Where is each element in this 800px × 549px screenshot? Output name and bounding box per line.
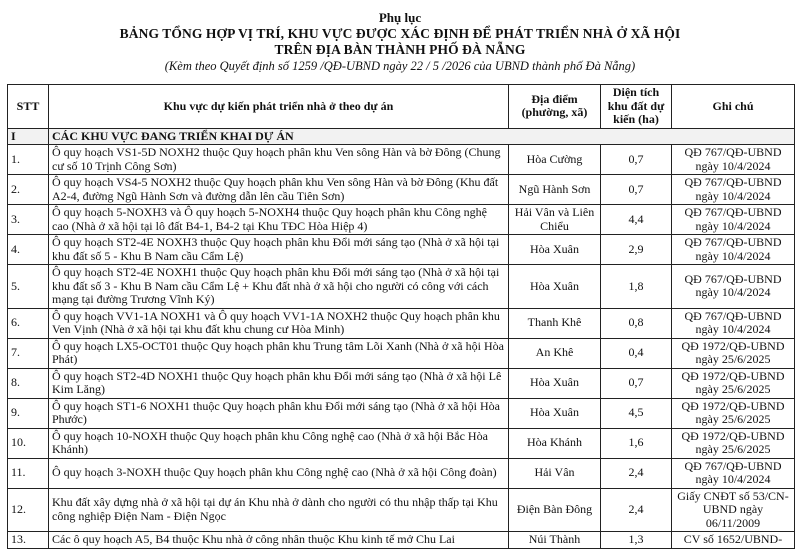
row-area: Ô quy hoạch LX5-OCT01 thuộc Quy hoạch phân khu Trung tâm Lõi Xanh (Nhà ở xã hội Hòa Phát)	[49, 338, 509, 368]
table-row	[8, 488, 795, 532]
row-location: An Khê	[509, 338, 601, 368]
row-stt: 9.	[8, 398, 49, 428]
table-row	[8, 205, 795, 235]
row-size: 1,8	[601, 265, 672, 309]
table-row	[8, 265, 795, 309]
table-row	[8, 235, 795, 265]
row-note: QĐ 1972/QĐ-UBND ngày 25/6/2025	[672, 428, 795, 458]
row-note: QĐ 767/QĐ-UBND ngày 10/4/2024	[672, 265, 795, 309]
row-area: Ô quy hoạch VS4-5 NOXH2 thuộc Quy hoạch phân khu Ven sông Hàn và bờ Đông (Khu đất A2-4, đường Ngũ Hành Sơn và đường dẫn lên cầu Tiên Sơn)	[49, 175, 509, 205]
row-note: QĐ 1972/QĐ-UBND ngày 25/6/2025	[672, 338, 795, 368]
row-area: Ô quy hoạch 10-NOXH thuộc Quy hoạch phân khu Công nghệ cao (Nhà ở xã hội Bắc Hòa Khánh)	[49, 428, 509, 458]
row-stt: 6.	[8, 308, 49, 338]
row-size: 4,5	[601, 398, 672, 428]
header-size: Diện tích khu đất dự kiến (ha)	[601, 85, 672, 129]
row-note: QĐ 767/QĐ-UBND ngày 10/4/2024	[672, 308, 795, 338]
document-title-line2: TRÊN ĐỊA BÀN THÀNH PHỐ ĐÀ NẴNG	[274, 42, 526, 57]
table-row	[8, 428, 795, 458]
row-size: 0,7	[601, 175, 672, 205]
table-body	[8, 128, 795, 548]
row-stt: 8.	[8, 368, 49, 398]
row-note: CV số 1652/UBND-	[672, 532, 795, 549]
row-location: Hòa Khánh	[509, 428, 601, 458]
row-size: 1,6	[601, 428, 672, 458]
header-stt: STT	[8, 85, 49, 129]
row-size: 0,4	[601, 338, 672, 368]
header-area: Khu vực dự kiến phát triển nhà ở theo dự án	[49, 85, 509, 129]
row-location: Điện Bàn Đông	[509, 488, 601, 532]
table-row	[8, 338, 795, 368]
row-stt: 3.	[8, 205, 49, 235]
table-row	[8, 145, 795, 175]
row-stt: 10.	[8, 428, 49, 458]
section-number: I	[8, 128, 49, 145]
table-row	[8, 368, 795, 398]
row-area: Ô quy hoạch ST1-6 NOXH1 thuộc Quy hoạch phân khu Đổi mới sáng tạo (Nhà ở xã hội Hòa Phước)	[49, 398, 509, 428]
row-area: Ô quy hoạch ST2-4D NOXH1 thuộc Quy hoạch phân khu Đổi mới sáng tạo (Nhà ở xã hội Lê Kim Lăng)	[49, 368, 509, 398]
table-header-row	[8, 85, 795, 129]
row-stt: 4.	[8, 235, 49, 265]
table-row	[8, 532, 795, 549]
table-row	[8, 308, 795, 338]
row-location: Hải Vân	[509, 458, 601, 488]
row-location: Hải Vân và Liên Chiểu	[509, 205, 601, 235]
row-note: QĐ 767/QĐ-UBND ngày 10/4/2024	[672, 458, 795, 488]
row-stt: 5.	[8, 265, 49, 309]
document-title-line1: BẢNG TỔNG HỢP VỊ TRÍ, KHU VỰC ĐƯỢC XÁC ĐỊNH ĐỂ PHÁT TRIỂN NHÀ Ở XÃ HỘI	[119, 26, 681, 41]
table-row	[8, 458, 795, 488]
row-location: Thanh Khê	[509, 308, 601, 338]
row-area: Ô quy hoạch ST2-4E NOXH3 thuộc Quy hoạch phân khu Đổi mới sáng tạo (Nhà ở xã hội tại khu đất số 5 - Khu B Nam cầu Cẩm Lệ)	[49, 235, 509, 265]
header-note: Ghi chú	[672, 85, 795, 129]
row-note: QĐ 767/QĐ-UBND ngày 10/4/2024	[672, 175, 795, 205]
section-row	[8, 128, 795, 145]
row-size: 2,9	[601, 235, 672, 265]
row-stt: 2.	[8, 175, 49, 205]
row-area: Ô quy hoạch 5-NOXH3 và Ô quy hoạch 5-NOXH4 thuộc Quy hoạch phân khu Công nghệ cao (Nhà ở xã hội tại lô đất B4-1, B4-2 tại Khu TĐC Hòa Hiệp 4)	[49, 205, 509, 235]
row-location: Núi Thành	[509, 532, 601, 549]
row-size: 4,4	[601, 205, 672, 235]
row-area: Ô quy hoạch ST2-4E NOXH1 thuộc Quy hoạch phân khu Đổi mới sáng tạo (Nhà ở xã hội tại khu đất số 3 - Khu B Nam cầu Cẩm Lệ + Khu đất nhà ở xã hội cho người có công với cách mạng tại đường Trương Vĩnh Ký)	[49, 265, 509, 309]
row-note: QĐ 1972/QĐ-UBND ngày 25/6/2025	[672, 368, 795, 398]
row-area: Khu đất xây dựng nhà ở xã hội tại dự án Khu nhà ở dành cho người có thu nhập thấp tại Khu công nghiệp Điện Nam - Điện Ngọc	[49, 488, 509, 532]
decision-reference-note: (Kèm theo Quyết định số 1259 /QĐ-UBND ngày 22 / 5 /2026 của UBND thành phố Đà Nẵng)	[164, 59, 636, 73]
row-note: Giấy CNĐT số 53/CN-UBND ngày 06/11/2009	[672, 488, 795, 532]
row-size: 2,4	[601, 488, 672, 532]
row-area: Ô quy hoạch 3-NOXH thuộc Quy hoạch phân khu Công nghệ cao (Nhà ở xã hội Công đoàn)	[49, 458, 509, 488]
appendix-label: Phụ lục	[378, 10, 422, 25]
row-location: Ngũ Hành Sơn	[509, 175, 601, 205]
row-location: Hòa Xuân	[509, 265, 601, 309]
row-size: 0,8	[601, 308, 672, 338]
row-size: 1,3	[601, 532, 672, 549]
row-location: Hòa Xuân	[509, 235, 601, 265]
row-location: Hòa Xuân	[509, 368, 601, 398]
row-note: QĐ 767/QĐ-UBND ngày 10/4/2024	[672, 145, 795, 175]
row-area: Các ô quy hoạch A5, B4 thuộc Khu nhà ở công nhân thuộc Khu kinh tế mở Chu Lai	[49, 532, 509, 549]
housing-areas-table	[7, 84, 795, 549]
row-area: Ô quy hoạch VS1-5D NOXH2 thuộc Quy hoạch phân khu Ven sông Hàn và bờ Đông (Chung cư số 10 Trịnh Công Sơn)	[49, 145, 509, 175]
section-title: CÁC KHU VỰC ĐANG TRIỂN KHAI DỰ ÁN	[49, 128, 795, 145]
header-location: Địa điểm (phường, xã)	[509, 85, 601, 129]
row-stt: 11.	[8, 458, 49, 488]
row-area: Ô quy hoạch VV1-1A NOXH1 và Ô quy hoạch VV1-1A NOXH2 thuộc Quy hoạch phân khu Ven Vịnh (Nhà ở xã hội tại khu đất khu chung cư Hòa Minh)	[49, 308, 509, 338]
row-size: 0,7	[601, 368, 672, 398]
row-stt: 12.	[8, 488, 49, 532]
row-stt: 13.	[8, 532, 49, 549]
row-stt: 7.	[8, 338, 49, 368]
table-row	[8, 175, 795, 205]
row-location: Hòa Cường	[509, 145, 601, 175]
row-stt: 1.	[8, 145, 49, 175]
table-row	[8, 398, 795, 428]
row-note: QĐ 767/QĐ-UBND ngày 10/4/2024	[672, 235, 795, 265]
row-location: Hòa Xuân	[509, 398, 601, 428]
row-size: 2,4	[601, 458, 672, 488]
row-size: 0,7	[601, 145, 672, 175]
row-note: QĐ 767/QĐ-UBND ngày 10/4/2024	[672, 205, 795, 235]
row-note: QĐ 1972/QĐ-UBND ngày 25/6/2025	[672, 398, 795, 428]
